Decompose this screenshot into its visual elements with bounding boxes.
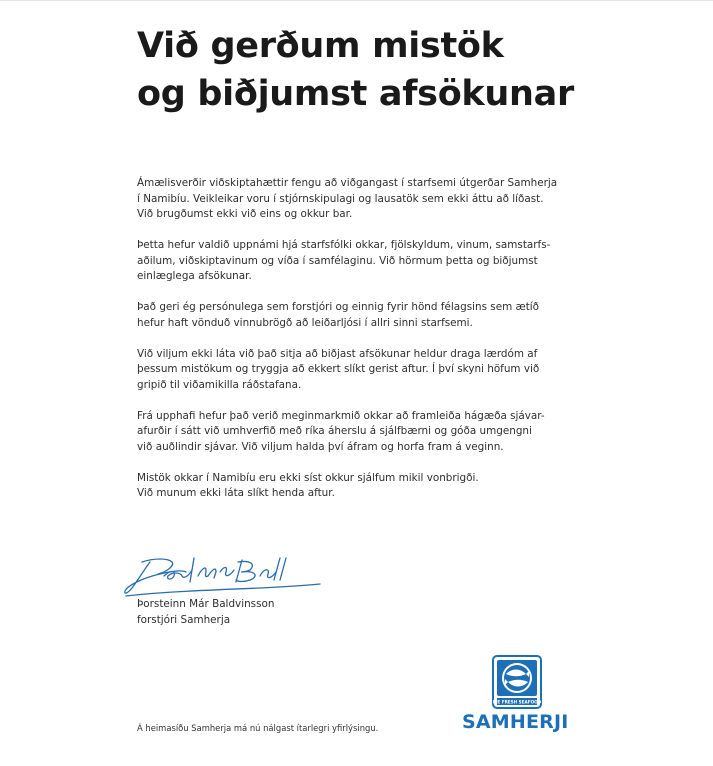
title-line-1: Við gerðum mistök bbox=[137, 26, 504, 66]
text-line: Við munum ekki láta slíkt henda aftur. bbox=[137, 487, 335, 499]
company-logo-wordmark: SAMHERJI bbox=[462, 711, 569, 733]
signer-title: forstjóri Samherja bbox=[137, 613, 231, 626]
statement-body bbox=[137, 176, 557, 517]
text-line: einlæglega afsökunar. bbox=[137, 270, 252, 282]
signer-block bbox=[137, 597, 274, 628]
paragraph-6 bbox=[137, 471, 557, 502]
text-line: þessum mistökum og tryggja að ekkert slíkt gerist aftur. Í því skyni höfum við bbox=[137, 363, 540, 375]
text-line: Ámælisverðir viðskiptahættir fengu að viðgangast í starfsemi útgerðar Samherja bbox=[137, 177, 558, 189]
title-line-2: og biðjumst afsökunar bbox=[137, 74, 574, 114]
text-line: við auðlindir sjávar. Við viljum halda því áfram og horfa fram á veginn. bbox=[137, 440, 504, 453]
footer-note: Á heimasíðu Samherja má nú nálgast ítarlegri yfirlýsingu. bbox=[137, 723, 379, 733]
text-line: aðilum, viðskiptavinum og víða í samfélaginu. Við hörmum þetta og biðjumst bbox=[137, 254, 538, 267]
text-line: Frá upphafi hefur það verið meginmarkmið okkar að framleiða hágæða sjávar- bbox=[137, 409, 545, 422]
paragraph-1 bbox=[137, 176, 557, 223]
top-divider bbox=[0, 0, 713, 1]
handwritten-signature-icon bbox=[120, 548, 330, 604]
text-line: Þetta hefur valdið uppnámi hjá starfsfólki okkar, fjölskyldum, vinum, samstarfs- bbox=[137, 239, 551, 251]
paragraph-4 bbox=[137, 347, 557, 394]
paragraph-2 bbox=[137, 238, 557, 285]
text-line: Við viljum ekki láta við það sitja að biðjast afsökunar heldur draga lærdóm af bbox=[137, 347, 538, 360]
fish-badge-icon bbox=[492, 655, 542, 709]
paragraph-5 bbox=[137, 409, 557, 456]
text-line: hefur haft vönduð vinnubrögð að leiðarljósi í allri sinni starfsemi. bbox=[137, 316, 473, 329]
text-line: í Namibíu. Veikleikar voru í stjórnskipulagi og lausatök sem ekki áttu að líðast. bbox=[137, 192, 544, 205]
text-line: Það geri ég persónulega sem forstjóri og einnig fyrir hönd félagsins sem ætíð bbox=[137, 301, 540, 313]
text-line: afurðir í sátt við umhverfið með ríka áherslu á sjálfbærni og góða umgengni bbox=[137, 425, 532, 437]
page-title bbox=[137, 22, 574, 118]
text-line: gripið til viðamikilla ráðstafana. bbox=[137, 378, 302, 391]
badge-text: ICE FRESH SEAFOOD bbox=[492, 699, 542, 705]
signer-name: Þorsteinn Már Baldvinsson bbox=[137, 598, 275, 610]
text-line: Við brugðumst ekki við eins og okkur bar. bbox=[137, 208, 353, 220]
text-line: Mistök okkar í Namibíu eru ekki síst okkur sjálfum mikil vonbrigði. bbox=[137, 471, 479, 484]
paragraph-3 bbox=[137, 300, 557, 331]
